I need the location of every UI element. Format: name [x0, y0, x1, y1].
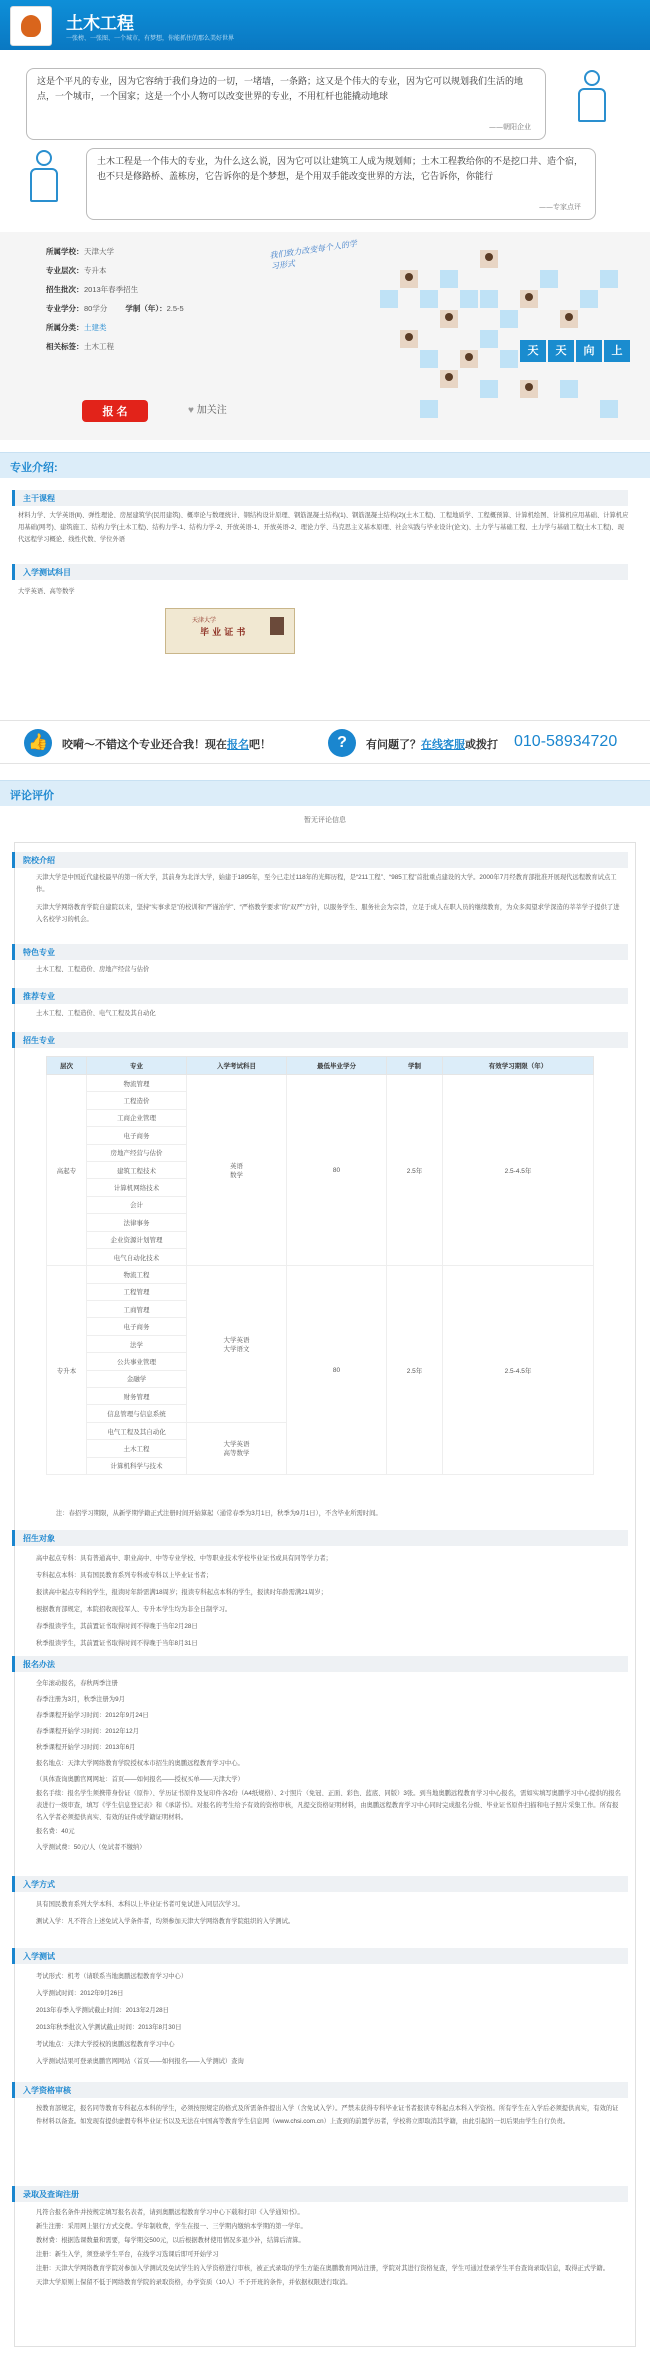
header-banner	[0, 0, 650, 50]
table-row: 专升本 物流工程 大学英语 大学语文 80 2.5年 2.5-4.5年	[47, 1266, 594, 1283]
mosaic-char: 天	[520, 340, 546, 362]
slogan-handwriting: 我们致力改变每个人的学习形式	[269, 239, 358, 272]
subheader-exam: 入学测试科目	[12, 564, 628, 580]
subheader-entry: 入学方式	[12, 1876, 628, 1892]
table-row: 房地产经营与估价	[47, 1144, 594, 1161]
follow-label: 加关注	[196, 405, 227, 416]
subheader-notice: 录取及查询注册	[12, 2186, 628, 2202]
school-intro-p1: 天津大学是中国近代建校最早的第一所大学，其前身为北洋大学，始建于1895年，至今已走过118年的光辉历程，是“211工程”、“985工程”首批重点建设的大学。2000年7月经教育部批准开展现代远程教育试点工作。	[36, 874, 617, 893]
diploma-image: 天津大学 毕 业 证 书	[165, 608, 295, 654]
exam-text: 大学英语、高等数学	[18, 588, 75, 595]
subheader-qualification: 入学资格审核	[12, 2082, 628, 2098]
signup-button[interactable]: 报 名	[82, 400, 148, 422]
table-row: 财务管理	[47, 1388, 594, 1405]
info-row-school: 所属学校：天津大学	[46, 247, 114, 256]
subheader-courses: 主干课程	[12, 490, 628, 506]
table-row: 电气工程及其自动化 大学英语 高等数学	[47, 1422, 594, 1439]
person-icon	[572, 70, 612, 130]
person-icon	[24, 150, 64, 210]
notice-list: 凡符合报名条件并按规定填写报名表者，请到奥鹏远程教育学习中心下载和打印《入学通知书》。 新生注册：采用网上银行方式交费。学年制收费，学生在报一、三学期内缴纳本学期的第一学年。 教材费：根据选课数量和需要，每学期交500元，以后根据教材使用情况多退少补，结算后清算。 注册：新生入学，须登录学生平台，在线学习选课后即可开始学习 注册：天津大学网络教育学院对参加入学测试及免试学生的入学资格进行审核，被正式录取的学生方能在奥鹏教育网站注册，学院对其进行资格复查，学生可通过登录学生平台查询录取信息，取得正式学籍。 天津大学原则上保留不低于网络教育学院的录取资格，办学资质（10人）不予开班的条件，并依据权限进行取消。	[36, 2209, 610, 2286]
info-row-batch: 招生批次：2013年春季招生	[46, 285, 139, 294]
header-slogan: 一张榜、一张图、一个城市，有梦想，你能抓住的那么美好世界	[66, 36, 235, 42]
page-title: 土木工程	[66, 14, 134, 33]
info-row-level: 专业层次：专升本	[46, 266, 107, 275]
table-row: 土木工程	[47, 1440, 594, 1457]
section-title: 评论评价	[10, 790, 54, 802]
signup-prompt: 咬嗬～不错这个专业还合我！现在报名吧！	[62, 739, 271, 751]
quote-author: ——朝阳企业	[489, 123, 531, 131]
mosaic-char: 向	[576, 340, 602, 362]
quote-text: 这是个平凡的专业，因为它容纳于我们身边的一切，一堵墙，一条路；这又是个伟大的专业，因为它可以规划我们生活的地点，一个城市，一个国家；这是一个小人物可以改变世界的专业，不用杠杆也能撬动地球	[37, 77, 524, 102]
target-list: 高中起点专科：具有普通高中、职业高中、中等专业学校、中等职业技术学校毕业证书或具有同等学力者； 专科起点本科：具有国民教育系列专科或专科以上毕业证书者； 报读高中起点专科的学生，报读时年龄需满18周岁；报读专科起点本科的学生，报读时年龄需满21周岁； 根据教育部规定，本院招收现役军人、专升本学生均为非全日制学习。 春季报读学生，其前置证书取得时间不得晚于当年2月28日 秋季报读学生，其前置证书取得时间不得晚于当年8月31日	[36, 1555, 332, 1647]
subheader-feature: 特色专业	[12, 944, 628, 960]
support-prompt: 有问题了？在线客服或拨打	[366, 739, 498, 751]
table-row: 电子商务	[47, 1318, 594, 1335]
school-intro-p2: 天津大学网络教育学院自建院以来，坚持“实事求是”的校训和“严谨治学”、“严格教学要求”的“双严”方针，以服务学生、服务社会为宗旨，立足于成人在职人员的继续教育，为众多渴望求学深造的莘莘学子提供了进入名校学习的机会。	[36, 904, 620, 923]
mosaic-char: 上	[604, 340, 630, 362]
mosaic-char: 天	[548, 340, 574, 362]
quote-bubble-2	[86, 148, 596, 220]
info-row-category: 所属分类：土建类	[46, 323, 107, 332]
table-row: 建筑工程技术	[47, 1161, 594, 1178]
table-row: 工程造价	[47, 1092, 594, 1109]
test-list: 考试形式：机考（请联系当地奥鹏远程教育学习中心） 入学测试时间：2012年9月26日 2013年春季入学测试截止时间：2013年2月28日 2013年秋季批次入学测试截止时间：2013年8月30日 考试地点：天津大学授权的奥鹏远程教育学习中心 入学测试结果可登录奥鹏官网网站（首页——如何报名——入学测试）查询	[36, 1973, 244, 2065]
table-row: 会计	[47, 1196, 594, 1213]
logo	[10, 6, 52, 46]
table-row: 计算机科学与技术	[47, 1457, 594, 1474]
table-header-row: 层次 专业 入学考试科目 最低毕业学分 学制 有效学习期限（年）	[47, 1057, 594, 1075]
info-row-tags: 相关标签：土木工程	[46, 342, 114, 351]
signup-link[interactable]: 报名	[227, 739, 249, 751]
quote-text: 土木工程是一个伟大的专业，为什么这么说，因为它可以让建筑工人成为规划师；土木工程教给你的不是挖口井、造个宿，也不只是修路桥、盖栋房，它告诉你的是个梦想，是个用双手能改变世界的方法，它告诉你，你能行	[97, 157, 584, 182]
table-row: 法学	[47, 1335, 594, 1352]
table-note: 注：春招学习期限，从新学期学籍正式注册时间开始算起（通常春季为3月1日，秋季为9月1日），不含毕业所需时间。	[56, 1510, 382, 1517]
entry-list: 具有国民教育系列大学本科、本科以上毕业证书者可免试进入同层次学习。 测试入学：凡不符合上述免试入学条件者，均须参加天津大学网络教育学院组织的入学测试。	[36, 1901, 295, 1925]
recommend-text: 土木工程、工程造价、电气工程及其自动化	[36, 1010, 156, 1017]
subheader-method: 报名办法	[12, 1656, 628, 1672]
quote-author: ——专家点评	[539, 203, 581, 211]
subheader-recommend: 推荐专业	[12, 988, 628, 1004]
table-row: 法律事务	[47, 1214, 594, 1231]
section-header-review	[0, 780, 650, 806]
table-row: 工程管理	[47, 1283, 594, 1300]
heart-icon: ♥	[188, 405, 194, 416]
subheader-admission: 招生专业	[12, 1032, 628, 1048]
subheader-test: 入学测试	[12, 1948, 628, 1964]
table-row: 电子商务	[47, 1127, 594, 1144]
question-icon: ?	[328, 729, 356, 757]
info-row-credits: 专业学分：80学分 学制（年）：2.5-5	[46, 304, 184, 313]
table-row: 计算机网络技术	[47, 1179, 594, 1196]
admission-table	[46, 1056, 594, 1475]
section-header-intro	[0, 452, 650, 478]
table-row: 公共事业管理	[47, 1353, 594, 1370]
quote-bubble-1	[26, 68, 546, 140]
table-row: 企业资源计划管理	[47, 1231, 594, 1248]
courses-text: 材料力学、大学英语(Ⅱ)、弹性理论、房屋建筑学(民用建筑)、概率论与数理统计、钢结构设计原理、钢筋混凝土结构(1)、钢筋混凝土结构(2)(土木工程)、工程地质学、工程概预算、计算机绘图、计算机应用基础、计算机应用基础(网考)、建筑施工、结构力学(土木工程)、结构力学-1、结构力学-2、开放英语-1、开放英语-2、理论力学、马克思主义基本原理、社会实践与毕业设计(论文)、土力学与基础工程、土力学与基础工程(土木工程)、现代远程学习概论、线性代数、学位外语	[18, 512, 629, 543]
help-bar	[0, 720, 650, 764]
subheader-school-intro: 院校介绍	[12, 852, 628, 868]
major-info-panel	[0, 232, 650, 440]
qualification-text: 按教育部规定，报名同等教育专科起点本科的学生，必须按照规定的格式及所需条件提出入学（含免试入学）。严禁未获得专科毕业证书者报读专科起点本科入学资格。所有学生在入学后必须提供真实，有效的证件材料以备查。如发现有提供虚假专科毕业证书以及无法在中国高等教育学生信息网（www.chsi.com.cn）上查到的前置学历者，学校将立即取消其学籍，由此引起的一切后果由学生自行负责。	[36, 2105, 619, 2125]
table-row: 高起专 物流管理 英语 数学 80 2.5年 2.5-4.5年	[47, 1075, 594, 1092]
method-list: 全年滚动报名，春秋两季注册 春季注册为3月，秋季注册为9月 春季课程开始学习时间：2012年9月24日 春季课程开始学习时间：2012年12月 秋季课程开始学习时间：2013年6月 报名地点：天津大学网络教育学院授权本市招生的奥鹏远程教育学习中心。 （具体查询奥鹏官网网址：首页——如何报名——授权买单——天津大学） 报名手续：报名学生须携带身份证（原件）、学历证书原件及复印件各2份（A4纸规格）、2寸照片（免冠、正面、彩色、蓝底、同版）3张。到当地奥鹏远程教育学习中心报名，需如实填写奥鹏学习中心提供的报名表进行一级审查，填写《学生信息登记表》和《承诺书》。对报名的考生给予有效的资格审核，凡提交资格证明材料，由奥鹏远程教育学习中心同时完成报名分级、毕业证书原件扫描和电子照片采集工作。所有报名入学者必须提供真实、有效的证件或学籍证明材料。 报名费：40元 入学测试费：50元/人（免试者不缴纳）	[36, 1680, 621, 1851]
online-support-link[interactable]: 在线客服	[421, 739, 465, 751]
follow-button[interactable]	[188, 402, 227, 420]
section-title: 专业介绍:	[10, 462, 58, 474]
phone-number: 010-58934720	[514, 733, 618, 750]
table-row: 工商企业管理	[47, 1109, 594, 1126]
photo-mosaic	[380, 232, 650, 440]
table-row: 信息管理与信息系统	[47, 1405, 594, 1422]
no-review-note: 暂无评论信息	[304, 817, 346, 824]
thumbs-up-icon: 👍	[24, 729, 52, 757]
feature-text: 土木工程、工程造价、房地产经营与估价	[36, 966, 150, 973]
table-row: 金融学	[47, 1370, 594, 1387]
subheader-target: 招生对象	[12, 1530, 628, 1546]
table-row: 电气自动化技术	[47, 1248, 594, 1265]
table-row: 工商管理	[47, 1301, 594, 1318]
